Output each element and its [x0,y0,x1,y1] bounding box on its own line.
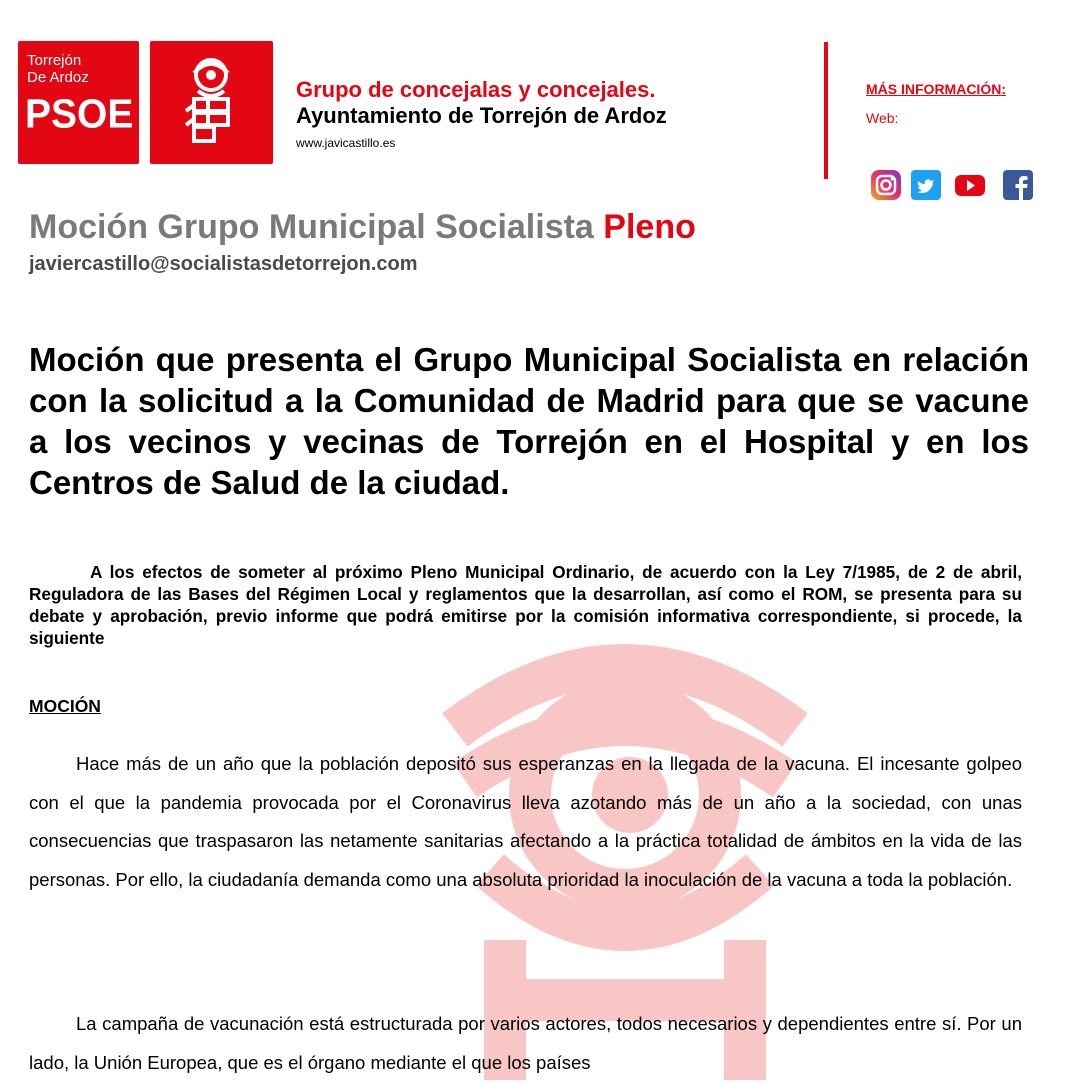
header-divider [824,42,828,179]
body-paragraph: Hace más de un año que la población depositó sus esperanzas en la llegada de la vacuna. El incesante golpeo con el que la pandemia provocada por el Coronavirus lleva azotando más de un año a la sociedad, con unas consecuencias que traspasaron las netamente sanitarias afectando a la práctica totalidad de ámbitos en la vida de las personas. Por ello, la ciudadanía demanda como una absoluta prioridad la inoculación de la vacuna a toda la población. [29,753,1022,890]
section-heading: MOCIÓN [29,696,101,716]
heading-main: Moción Grupo Municipal Socialista [29,208,594,246]
web-label: Web: [866,110,899,126]
psoe-logo [18,41,139,164]
youtube-icon[interactable] [950,169,990,201]
twitter-icon[interactable] [910,169,942,201]
logo-town-line2: De Ardoz [27,69,89,86]
facebook-icon[interactable] [1002,169,1034,201]
rose-logo [150,41,273,164]
logo-brand: PSOE [25,91,134,138]
intro-paragraph: A los efectos de someter al próximo Pleno Municipal Ordinario, de acuerdo con la Ley 7/1985, de 2 de abril, Reguladora de las Bases del Régimen Local y reglamentos que la desarrollan, así como el ROM, se presenta para su debate y aprobación, previo informe que podrá emitirse por la comisión informativa correspondiente, si procede, la siguiente [29,562,1022,648]
instagram-icon[interactable] [870,169,902,201]
heading-accent: Pleno [603,208,696,246]
motion-title: Moción que presenta el Grupo Municipal Socialista en relación con la solicitud a la Comunidad de Madrid para que se vacune a los vecinos y vecinas de Torrejón en el Hospital y en los Centros de Salud de la ciudad. [29,341,1029,501]
group-title: Grupo de concejalas y concejales. [296,77,656,102]
more-info-link[interactable]: MÁS INFORMACIÓN: [866,81,1006,97]
website-link[interactable]: www.javicastillo.es [296,136,396,150]
rose-fist-icon [150,41,273,164]
contact-email[interactable]: javiercastillo@socialistasdetorrejon.com [29,253,418,275]
body-paragraph: La campaña de vacunación está estructurada por varios actores, todos necesarios y dependientes entre sí. Por un lado, la Unión Europea, que es el órgano mediante el que los países [29,1013,1022,1073]
council-title: Ayuntamiento de Torrejón de Ardoz [296,103,667,128]
document-heading [29,208,696,247]
logo-town-line1: Torrejón [27,52,82,69]
